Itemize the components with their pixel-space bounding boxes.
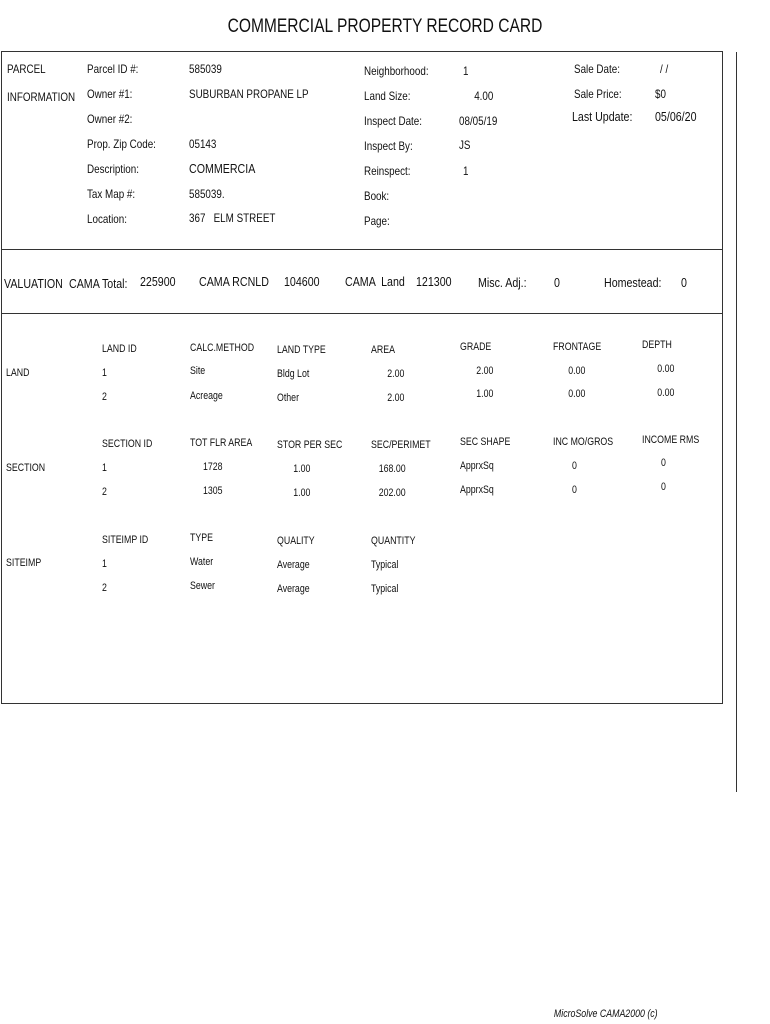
cama-land-label: CAMA Land bbox=[345, 274, 405, 289]
land-header-type: LAND TYPE bbox=[277, 344, 326, 356]
valuation-label: VALUATION bbox=[4, 276, 63, 291]
table-row-cell: 2 bbox=[102, 486, 107, 498]
parcel-id-label: Parcel ID #: bbox=[87, 62, 139, 76]
section-header-floor-area: TOT FLR AREA bbox=[190, 437, 253, 449]
table-row-cell: 1 bbox=[102, 462, 107, 474]
table-row-cell: 0 bbox=[661, 457, 666, 469]
land-section-label: LAND bbox=[6, 367, 30, 379]
sale-price-label: Sale Price: bbox=[574, 87, 622, 101]
section-section-label: SECTION bbox=[6, 462, 46, 474]
parcel-id-value: 585039 bbox=[189, 62, 222, 76]
table-row-cell: 0 bbox=[661, 481, 666, 493]
table-row-cell: 1305 bbox=[203, 485, 223, 497]
siteimp-header-type: TYPE bbox=[190, 532, 213, 544]
table-row-cell: Bldg Lot bbox=[277, 368, 310, 380]
table-row-cell: Other bbox=[277, 392, 300, 404]
table-row-cell: 2.00 bbox=[386, 368, 404, 380]
software-footer: MicroSolve CAMA2000 (c) bbox=[554, 1008, 658, 1020]
description-label: Description: bbox=[87, 162, 139, 176]
land-size-value: 4.00 bbox=[473, 89, 493, 103]
tax-map-label: Tax Map #: bbox=[87, 187, 136, 201]
last-update-value: 05/06/20 bbox=[655, 109, 697, 124]
inspect-by-label: Inspect By: bbox=[364, 139, 413, 153]
table-row-cell: 0.00 bbox=[656, 387, 674, 399]
land-size-label: Land Size: bbox=[364, 89, 411, 103]
divider-valuation-details bbox=[1, 313, 722, 314]
table-row-cell: 1728 bbox=[203, 461, 223, 473]
owner1-value: SUBURBAN PROPANE LP bbox=[189, 87, 309, 101]
neighborhood-value: 1 bbox=[463, 64, 469, 78]
land-header-area: AREA bbox=[371, 344, 395, 356]
table-row-cell: 2 bbox=[102, 582, 107, 594]
misc-adj-label: Misc. Adj.: bbox=[478, 275, 527, 290]
table-row-cell: 0.00 bbox=[567, 388, 585, 400]
land-header-depth: DEPTH bbox=[642, 339, 672, 351]
book-label: Book: bbox=[364, 189, 390, 203]
table-row-cell: 0.00 bbox=[567, 365, 585, 377]
cama-rcnld-label: CAMA RCNLD bbox=[199, 274, 269, 289]
table-row-cell: 202.00 bbox=[379, 487, 406, 499]
inspect-date-value: 08/05/19 bbox=[459, 114, 498, 128]
sale-date-value: / / bbox=[660, 62, 669, 76]
reinspect-label: Reinspect: bbox=[364, 164, 411, 178]
owner1-label: Owner #1: bbox=[87, 87, 133, 101]
table-row-cell: 2.00 bbox=[475, 365, 493, 377]
table-row-cell: Average bbox=[277, 559, 310, 571]
location-value: 367 ELM STREET bbox=[189, 211, 276, 225]
table-row-cell: 1 bbox=[102, 558, 107, 570]
table-row-cell: 0 bbox=[572, 460, 577, 472]
sale-price-value: $0 bbox=[655, 87, 666, 101]
section-header-perimeter: SEC/PERIMET bbox=[371, 439, 431, 451]
tax-map-value: 585039. bbox=[189, 187, 225, 201]
siteimp-header-quality: QUALITY bbox=[277, 535, 315, 547]
table-row-cell: 1.00 bbox=[292, 463, 310, 475]
table-row-cell: 1 bbox=[102, 367, 107, 379]
land-header-grade: GRADE bbox=[460, 341, 492, 353]
table-row-cell: 2 bbox=[102, 391, 107, 403]
land-header-calc-method: CALC.METHOD bbox=[190, 342, 255, 354]
sale-date-label: Sale Date: bbox=[574, 62, 620, 76]
table-row-cell: Site bbox=[190, 365, 206, 377]
siteimp-section-label: SITEIMP bbox=[6, 557, 42, 569]
table-row-cell: Average bbox=[277, 583, 310, 595]
last-update-label: Last Update: bbox=[572, 109, 633, 124]
section-header-id: SECTION ID bbox=[102, 438, 153, 450]
table-row-cell: 0.00 bbox=[656, 363, 674, 375]
table-row-cell: 2.00 bbox=[386, 392, 404, 404]
zip-code-value: 05143 bbox=[189, 137, 217, 151]
reinspect-value: 1 bbox=[463, 164, 469, 178]
section-header-income-gross: INC MO/GROS bbox=[553, 436, 614, 448]
land-header-frontage: FRONTAGE bbox=[553, 341, 602, 353]
homestead-value: 0 bbox=[681, 275, 687, 290]
inspect-by-value: JS bbox=[459, 138, 471, 152]
section-header-shape: SEC SHAPE bbox=[460, 436, 511, 448]
cama-total-value: 225900 bbox=[140, 274, 176, 289]
table-row-cell: 1.00 bbox=[475, 388, 493, 400]
table-row-cell: 168.00 bbox=[379, 463, 406, 475]
table-row-cell: 0 bbox=[572, 484, 577, 496]
misc-adj-value: 0 bbox=[554, 275, 560, 290]
inspect-date-label: Inspect Date: bbox=[364, 114, 422, 128]
location-label: Location: bbox=[87, 212, 127, 226]
siteimp-header-id: SITEIMP ID bbox=[102, 534, 149, 546]
parcel-section-label: PARCEL bbox=[7, 62, 46, 76]
table-row-cell: Sewer bbox=[190, 580, 215, 592]
page-label: Page: bbox=[364, 214, 390, 228]
section-header-stories: STOR PER SEC bbox=[277, 439, 343, 451]
information-section-label: INFORMATION bbox=[7, 90, 76, 104]
section-header-income-rooms: INCOME RMS bbox=[642, 434, 700, 446]
table-row-cell: ApprxSq bbox=[460, 484, 494, 496]
divider-parcel-valuation bbox=[1, 249, 722, 250]
description-value: COMMERCIA bbox=[189, 161, 256, 176]
owner2-label: Owner #2: bbox=[87, 112, 133, 126]
table-row-cell: Acreage bbox=[190, 390, 223, 402]
homestead-label: Homestead: bbox=[604, 275, 662, 290]
cama-land-value: 121300 bbox=[416, 274, 452, 289]
table-row-cell: Typical bbox=[371, 583, 399, 595]
neighborhood-label: Neighborhood: bbox=[364, 64, 429, 78]
table-row-cell: Typical bbox=[371, 559, 399, 571]
table-row-cell: Water bbox=[190, 556, 214, 568]
right-margin-rule bbox=[736, 52, 737, 792]
cama-rcnld-value: 104600 bbox=[284, 274, 320, 289]
cama-total-label: CAMA Total: bbox=[69, 276, 128, 291]
table-row-cell: 1.00 bbox=[292, 487, 310, 499]
table-row-cell: ApprxSq bbox=[460, 460, 494, 472]
siteimp-header-quantity: QUANTITY bbox=[371, 535, 416, 547]
page-title: COMMERCIAL PROPERTY RECORD CARD bbox=[227, 16, 543, 37]
land-header-id: LAND ID bbox=[102, 343, 137, 355]
zip-code-label: Prop. Zip Code: bbox=[87, 137, 156, 151]
